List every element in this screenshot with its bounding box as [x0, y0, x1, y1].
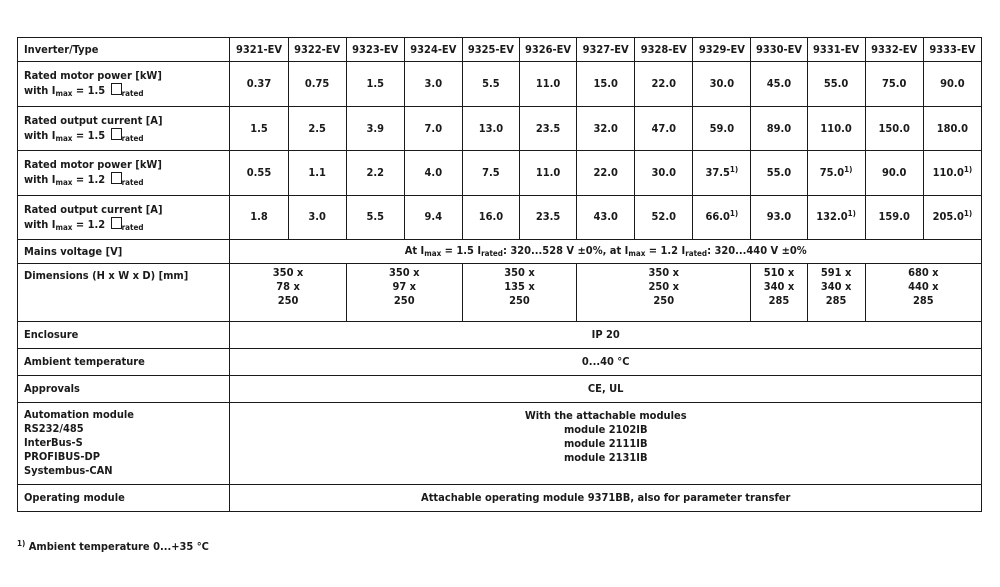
table-cell: 89.0: [751, 107, 807, 151]
row-label: [18, 151, 230, 196]
type-cell: 9333-EV: [923, 38, 981, 62]
table-row: [18, 240, 982, 264]
table-cell: 59.0: [693, 107, 751, 151]
row-label: Ambient temperature: [18, 349, 230, 376]
table-cell: 45.0: [751, 62, 807, 107]
footnote-text: Ambient temperature 0...+35 °C: [28, 540, 209, 553]
table-cell: 22.0: [577, 151, 635, 196]
label-text: = 1.2: [72, 173, 109, 186]
table-row: [18, 196, 982, 240]
row-label: [18, 196, 230, 240]
table-cell: 110.0: [807, 107, 865, 151]
table-row: [18, 107, 982, 151]
table-cell: 93.0: [751, 196, 807, 240]
table-cell: 55.0: [751, 151, 807, 196]
table-cell: 0.37: [230, 62, 288, 107]
approvals-value: CE, UL: [230, 376, 982, 403]
label-text: with I: [24, 173, 56, 186]
row-label: Dimensions (H x W x D) [mm]: [18, 264, 230, 322]
table-cell: 1.8: [230, 196, 288, 240]
table-cell: 90.0: [923, 62, 981, 107]
label-text: = 1.2: [72, 217, 109, 231]
enclosure-value: IP 20: [230, 322, 982, 349]
table-cell: 1.5: [346, 62, 404, 107]
table-cell: 159.0: [865, 196, 923, 240]
dimension-group: 350 x 97 x 250: [346, 264, 462, 322]
table-cell: 22.0: [635, 62, 693, 107]
table-cell: 2.5: [288, 107, 346, 151]
table-cell: 110.0$^{1)}$: [923, 151, 981, 196]
table-cell: 55.0: [807, 62, 865, 107]
label-text: with I: [24, 128, 56, 142]
label-text: = 1.5: [72, 128, 109, 142]
table-row: [18, 349, 982, 376]
label-subscript: rated: [121, 89, 144, 98]
row-label: Automation module RS232/485 InterBus-S PROFIBUS-DP Systembus-CAN: [18, 403, 230, 485]
label-subscript: rated: [121, 222, 144, 232]
footnote-mark: 1): [17, 539, 26, 548]
table-cell: 3.0: [404, 62, 462, 107]
dimension-group: 350 x 78 x 250: [230, 264, 346, 322]
table-cell: 5.5: [346, 196, 404, 240]
label-subscript: max: [55, 133, 73, 143]
spec-table-wrapper: [17, 37, 982, 512]
table-cell: 1.1: [288, 151, 346, 196]
row-label-line1: Rated motor power [kW]: [24, 158, 162, 171]
label-subscript: rated: [121, 133, 144, 143]
table-cell: 30.0: [693, 62, 751, 107]
table-cell: 52.0: [635, 196, 693, 240]
table-cell: 1.5: [230, 107, 288, 151]
row-label: [18, 107, 230, 151]
table-cell: 90.0: [865, 151, 923, 196]
table-cell: 43.0: [577, 196, 635, 240]
automation-value: With the attachable modules module 2102IB module 2111IB module 2131IB: [230, 403, 982, 485]
type-cell: 9328-EV: [635, 38, 693, 62]
table-row: [18, 403, 982, 485]
table-cell: 47.0: [635, 107, 693, 151]
table-row: [18, 485, 982, 512]
type-cell: 9326-EV: [519, 38, 576, 62]
type-cell: 9325-EV: [462, 38, 519, 62]
header-label: Inverter/Type: [18, 38, 230, 62]
row-label: Enclosure: [18, 322, 230, 349]
table-row: [18, 376, 982, 403]
table-cell: 7.0: [404, 107, 462, 151]
label-subscript: max: [55, 178, 73, 187]
table-row: [18, 62, 982, 107]
label-text: with I: [24, 84, 56, 97]
type-cell: 9332-EV: [865, 38, 923, 62]
table-cell: 132.0$^{1)}$: [807, 196, 865, 240]
table-row: [18, 322, 982, 349]
row-label: Operating module: [18, 485, 230, 512]
type-cell: 9329-EV: [693, 38, 751, 62]
table-cell: 75.0: [865, 62, 923, 107]
table-cell: 4.0: [404, 151, 462, 196]
ambient-value: 0...40 °C: [230, 349, 982, 376]
table-cell: 23.5: [519, 196, 576, 240]
table-cell: 0.55: [230, 151, 288, 196]
missing-glyph-box: [111, 83, 122, 95]
table-cell: 30.0: [635, 151, 693, 196]
type-cell: 9327-EV: [577, 38, 635, 62]
row-label: Mains voltage [V]: [18, 240, 230, 264]
missing-glyph-box: [111, 172, 122, 184]
dimension-group: 350 x 250 x 250: [577, 264, 751, 322]
operating-value: Attachable operating module 9371BB, also for parameter transfer: [230, 485, 982, 512]
table-cell: 32.0: [577, 107, 635, 151]
table-cell: 5.5: [462, 62, 519, 107]
table-cell: 16.0: [462, 196, 519, 240]
type-cell: 9322-EV: [288, 38, 346, 62]
type-cell: 9330-EV: [751, 38, 807, 62]
table-cell: 23.5: [519, 107, 576, 151]
type-cell: 9323-EV: [346, 38, 404, 62]
table-cell: 3.0: [288, 196, 346, 240]
table-cell: 15.0: [577, 62, 635, 107]
table-cell: 7.5: [462, 151, 519, 196]
label-subscript: max: [55, 222, 73, 232]
dimension-group: 680 x 440 x 285: [865, 264, 981, 322]
dimension-group: 510 x 340 x 285: [751, 264, 807, 322]
mains-voltage-value: At Imax = 1.5 Irated: 320...528 V ±0%, at Imax = 1.2 Irated: 320...440 V ±0%: [230, 240, 982, 264]
table-cell: 75.0$^{1)}$: [807, 151, 865, 196]
dimension-group: 591 x 340 x 285: [807, 264, 865, 322]
table-row: [18, 151, 982, 196]
table-row: [18, 264, 982, 322]
row-label-line1: Rated output current [A]: [24, 113, 163, 127]
dimension-group: 350 x 135 x 250: [462, 264, 576, 322]
table-cell: 9.4: [404, 196, 462, 240]
label-subscript: rated: [121, 178, 144, 187]
table-cell: 3.9: [346, 107, 404, 151]
table-cell: 205.0$^{1)}$: [923, 196, 981, 240]
table-cell: 11.0: [519, 151, 576, 196]
table-cell: 66.0$^{1)}$: [693, 196, 751, 240]
row-label-line1: Rated output current [A]: [24, 202, 163, 216]
inverter-spec-table: [17, 37, 982, 512]
footnote: [17, 540, 209, 553]
table-cell: 180.0: [923, 107, 981, 151]
label-subscript: max: [55, 89, 73, 98]
label-text: with I: [24, 217, 56, 231]
missing-glyph-box: [111, 217, 122, 229]
type-cell: 9324-EV: [404, 38, 462, 62]
table-cell: 150.0: [865, 107, 923, 151]
table-cell: 0.75: [288, 62, 346, 107]
type-cell: 9331-EV: [807, 38, 865, 62]
missing-glyph-box: [111, 128, 122, 140]
row-label: [18, 62, 230, 107]
type-cell: 9321-EV: [230, 38, 288, 62]
table-cell: 37.5$^{1)}$: [693, 151, 751, 196]
table-cell: 13.0: [462, 107, 519, 151]
row-label: Approvals: [18, 376, 230, 403]
table-cell: 11.0: [519, 62, 576, 107]
table-cell: 2.2: [346, 151, 404, 196]
row-label-line1: Rated motor power [kW]: [24, 69, 162, 82]
header-row: [18, 38, 982, 62]
label-text: = 1.5: [72, 84, 109, 97]
